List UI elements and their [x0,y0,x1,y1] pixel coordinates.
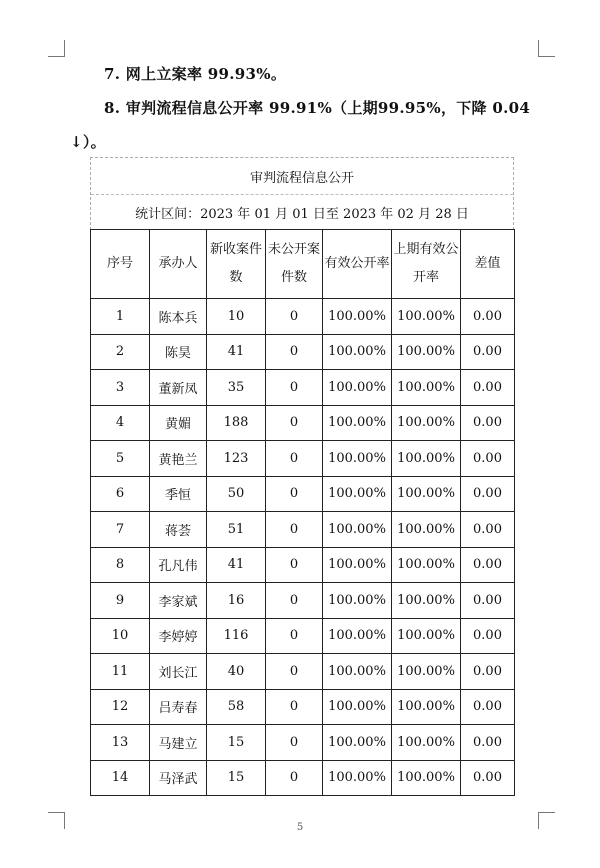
cell-undisclosed: 0 [266,760,323,796]
cell-rate: 100.00% [323,654,392,690]
cell-index: 14 [91,760,150,796]
cell-rate: 100.00% [323,618,392,654]
cell-new-cases: 10 [207,299,266,335]
header-disclosure-rate: 有效公开率 [323,230,392,299]
cell-index: 11 [91,654,150,690]
page-number: 5 [296,822,304,833]
cell-handler: 蒋荟 [150,512,207,548]
cell-index: 2 [91,334,150,370]
table-row [91,689,515,725]
crop-mark-top-right [538,40,555,57]
cell-rate: 100.00% [323,334,392,370]
table-row [91,299,515,335]
cell-index: 6 [91,476,150,512]
cell-previous-rate: 100.00% [392,618,461,654]
paragraph-item-8: 8. 审判流程信息公开率 99.91%（上期99.95%，下降 0.04 [104,99,531,117]
cell-index: 3 [91,370,150,406]
cell-index: 8 [91,547,150,583]
header-undisclosed-cases: 未公开案件数 [266,230,323,299]
cell-previous-rate: 100.00% [392,299,461,335]
header-index: 序号 [91,230,150,299]
cell-previous-rate: 100.00% [392,760,461,796]
cell-handler: 陈本兵 [150,299,207,335]
cell-undisclosed: 0 [266,583,323,619]
cell-previous-rate: 100.00% [392,334,461,370]
cell-new-cases: 58 [207,689,266,725]
cell-new-cases: 41 [207,334,266,370]
cell-undisclosed: 0 [266,441,323,477]
cell-new-cases: 51 [207,512,266,548]
cell-handler: 刘长江 [150,654,207,690]
cell-undisclosed: 0 [266,299,323,335]
cell-undisclosed: 0 [266,654,323,690]
table-row [91,725,515,761]
cell-rate: 100.00% [323,370,392,406]
cell-handler: 李婷婷 [150,618,207,654]
cell-difference: 0.00 [461,299,515,335]
cell-difference: 0.00 [461,618,515,654]
header-previous-rate: 上期有效公开率 [392,230,461,299]
cell-new-cases: 41 [207,547,266,583]
cell-undisclosed: 0 [266,725,323,761]
cell-handler: 黄媚 [150,405,207,441]
cell-handler: 马建立 [150,725,207,761]
table-row [91,618,515,654]
cell-difference: 0.00 [461,760,515,796]
cell-difference: 0.00 [461,654,515,690]
table-title: 审判流程信息公开 [91,158,513,195]
cell-undisclosed: 0 [266,618,323,654]
cell-new-cases: 40 [207,654,266,690]
cell-undisclosed: 0 [266,547,323,583]
cell-handler: 董新凤 [150,370,207,406]
cell-new-cases: 16 [207,583,266,619]
cell-index: 12 [91,689,150,725]
cell-new-cases: 50 [207,476,266,512]
table-row [91,760,515,796]
cell-difference: 0.00 [461,370,515,406]
cell-handler: 黄艳兰 [150,441,207,477]
cell-handler: 孔凡伟 [150,547,207,583]
cell-undisclosed: 0 [266,334,323,370]
cell-handler: 李家斌 [150,583,207,619]
cell-new-cases: 15 [207,760,266,796]
cell-difference: 0.00 [461,441,515,477]
cell-undisclosed: 0 [266,689,323,725]
table-row [91,512,515,548]
cell-rate: 100.00% [323,476,392,512]
table-row [91,476,515,512]
header-new-cases: 新收案件数 [207,230,266,299]
paragraph-item-8-continued: ↓）。 [70,133,106,151]
cell-new-cases: 188 [207,405,266,441]
cell-previous-rate: 100.00% [392,725,461,761]
cell-new-cases: 123 [207,441,266,477]
cell-previous-rate: 100.00% [392,654,461,690]
cell-handler: 季恒 [150,476,207,512]
cell-rate: 100.00% [323,441,392,477]
table-caption-box [90,157,514,230]
cell-previous-rate: 100.00% [392,689,461,725]
cell-undisclosed: 0 [266,405,323,441]
header-handler: 承办人 [150,230,207,299]
crop-mark-top-left [48,40,65,57]
cell-undisclosed: 0 [266,512,323,548]
cell-rate: 100.00% [323,547,392,583]
cell-undisclosed: 0 [266,370,323,406]
cell-difference: 0.00 [461,334,515,370]
table-row [91,405,515,441]
table-row [91,547,515,583]
cell-previous-rate: 100.00% [392,370,461,406]
cell-difference: 0.00 [461,725,515,761]
cell-rate: 100.00% [323,299,392,335]
cell-index: 9 [91,583,150,619]
cell-rate: 100.00% [323,512,392,548]
cell-handler: 吕寿春 [150,689,207,725]
table-row [91,441,515,477]
cell-difference: 0.00 [461,689,515,725]
cell-difference: 0.00 [461,583,515,619]
table-row [91,583,515,619]
cell-previous-rate: 100.00% [392,512,461,548]
cell-index: 4 [91,405,150,441]
cell-index: 5 [91,441,150,477]
table-row [91,334,515,370]
cell-difference: 0.00 [461,476,515,512]
cell-rate: 100.00% [323,760,392,796]
header-difference: 差值 [461,230,515,299]
cell-index: 10 [91,618,150,654]
cell-handler: 马泽武 [150,760,207,796]
table-row [91,370,515,406]
table-header-row [91,230,515,299]
cell-difference: 0.00 [461,405,515,441]
cell-index: 1 [91,299,150,335]
cell-new-cases: 15 [207,725,266,761]
cell-previous-rate: 100.00% [392,547,461,583]
cell-rate: 100.00% [323,583,392,619]
cell-rate: 100.00% [323,405,392,441]
cell-handler: 陈昊 [150,334,207,370]
cell-previous-rate: 100.00% [392,441,461,477]
cell-new-cases: 35 [207,370,266,406]
cell-previous-rate: 100.00% [392,405,461,441]
cell-previous-rate: 100.00% [392,583,461,619]
cell-undisclosed: 0 [266,476,323,512]
cell-index: 7 [91,512,150,548]
cell-new-cases: 116 [207,618,266,654]
cell-previous-rate: 100.00% [392,476,461,512]
cell-difference: 0.00 [461,512,515,548]
cell-rate: 100.00% [323,689,392,725]
cell-rate: 100.00% [323,725,392,761]
table-row [91,654,515,690]
case-disclosure-table [90,229,515,796]
cell-index: 13 [91,725,150,761]
cell-difference: 0.00 [461,547,515,583]
table-period: 统计区间：2023 年 01 月 01 日至 2023 年 02 月 28 日 [135,207,469,222]
paragraph-item-7: 7. 网上立案率 99.93%。 [104,65,287,83]
